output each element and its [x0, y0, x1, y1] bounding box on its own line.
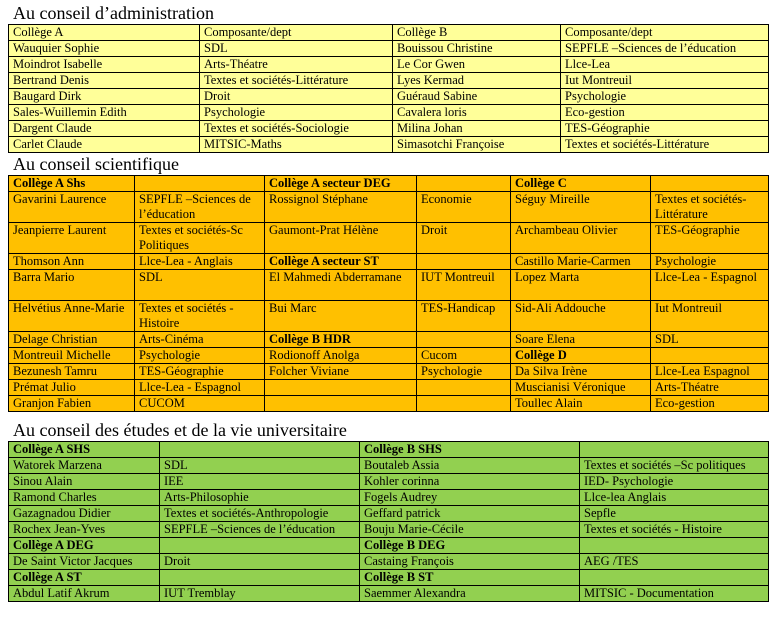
table-cell: Cavalera loris — [393, 105, 561, 121]
table-cell: Lopez Marta — [511, 270, 651, 301]
table-row — [9, 474, 769, 490]
table-row — [9, 223, 769, 254]
table-cell: AEG /TES — [580, 554, 769, 570]
table-cell: IED- Psychologie — [580, 474, 769, 490]
table-cell: Collège D — [511, 348, 651, 364]
table-cell: Simasotchi Françoise — [393, 137, 561, 153]
table-cell — [580, 538, 769, 554]
table-cell: Arts-Cinéma — [135, 332, 265, 348]
table-cell: SEPFLE –Sciences de l’éducation — [160, 522, 360, 538]
table-cell: Arts-Philosophie — [160, 490, 360, 506]
table-cell: Rossignol Stéphane — [265, 192, 417, 223]
table-cell: SDL — [200, 41, 393, 57]
table-cell: Montreuil Michelle — [9, 348, 135, 364]
table-row — [9, 73, 769, 89]
table-row — [9, 506, 769, 522]
table-cell: Gavarini Laurence — [9, 192, 135, 223]
table-row — [9, 89, 769, 105]
table-cell — [651, 176, 769, 192]
table-row — [9, 458, 769, 474]
table-cell: Collège B HDR — [265, 332, 417, 348]
table-cell: Textes et sociétés-Anthropologie — [160, 506, 360, 522]
table-cell: Castaing François — [360, 554, 580, 570]
table-row — [9, 380, 769, 396]
table-cell — [580, 570, 769, 586]
table-cell: SDL — [651, 332, 769, 348]
section-title-etudes: Au conseil des études et de la vie universitaire — [13, 420, 347, 440]
table-cell: Séguy Mireille — [511, 192, 651, 223]
table-cell: Milina Johan — [393, 121, 561, 137]
table-cell: Helvétius Anne-Marie — [9, 301, 135, 332]
table-cell: Sepfle — [580, 506, 769, 522]
table-cell: TES-Géographie — [561, 121, 769, 137]
table-cell: Textes et sociétés-Littérature — [651, 192, 769, 223]
table-cell: Droit — [200, 89, 393, 105]
table-cell — [417, 176, 511, 192]
table-cell — [135, 176, 265, 192]
table-cell: Psychologie — [200, 105, 393, 121]
table-cell: Guéraud Sabine — [393, 89, 561, 105]
table-cell: Toullec Alain — [511, 396, 651, 412]
table-cell — [265, 380, 417, 396]
table-cell: Granjon Fabien — [9, 396, 135, 412]
table-cell: Bui Marc — [265, 301, 417, 332]
table-cell: Barra Mario — [9, 270, 135, 301]
table-cell: Watorek Marzena — [9, 458, 160, 474]
table-cell: Psychologie — [561, 89, 769, 105]
table-cell: Llce-lea Anglais — [580, 490, 769, 506]
table-cell: Soare Elena — [511, 332, 651, 348]
table-cell — [265, 396, 417, 412]
table-row — [9, 348, 769, 364]
table-cell — [417, 332, 511, 348]
table-cell: Boutaleb Assia — [360, 458, 580, 474]
table-cell: Psychologie — [417, 364, 511, 380]
table-cell: Gaumont-Prat Hélène — [265, 223, 417, 254]
table-cell: MITSIC-Maths — [200, 137, 393, 153]
table-cell: Rodionoff Anolga — [265, 348, 417, 364]
table-row — [9, 364, 769, 380]
table-cell: Collège C — [511, 176, 651, 192]
table-row — [9, 570, 769, 586]
table-cell: Collège A DEG — [9, 538, 160, 554]
table-row — [9, 25, 769, 41]
table-cell: Baugard Dirk — [9, 89, 200, 105]
admin-table — [8, 24, 769, 153]
table-cell: Droit — [417, 223, 511, 254]
table-cell — [160, 570, 360, 586]
table-row — [9, 490, 769, 506]
table-row — [9, 105, 769, 121]
table-cell: Fogels Audrey — [360, 490, 580, 506]
table-cell: Moindrot Isabelle — [9, 57, 200, 73]
table-row — [9, 332, 769, 348]
table-cell: IUT Tremblay — [160, 586, 360, 602]
table-cell: Iut Montreuil — [561, 73, 769, 89]
section-title-administration: Au conseil d’administration — [13, 3, 214, 23]
table-cell: Rochex Jean-Yves — [9, 522, 160, 538]
table-cell: Collège A — [9, 25, 200, 41]
table-row — [9, 554, 769, 570]
table-cell: Textes et sociétés-Sociologie — [200, 121, 393, 137]
table-cell: SDL — [160, 458, 360, 474]
table-cell: Thomson Ann — [9, 254, 135, 270]
table-cell: Collège A Shs — [9, 176, 135, 192]
table-cell: Collège A secteur DEG — [265, 176, 417, 192]
table-cell: Jeanpierre Laurent — [9, 223, 135, 254]
table-cell: Psychologie — [135, 348, 265, 364]
table-row — [9, 522, 769, 538]
table-row — [9, 442, 769, 458]
table-cell: Sinou Alain — [9, 474, 160, 490]
table-cell: Collège B ST — [360, 570, 580, 586]
table-row — [9, 121, 769, 137]
table-cell: TES-Géographie — [135, 364, 265, 380]
table-cell: Abdul Latif Akrum — [9, 586, 160, 602]
table-cell — [160, 442, 360, 458]
table-cell: Prémat Julio — [9, 380, 135, 396]
table-cell: Textes et sociétés - Histoire — [135, 301, 265, 332]
table-cell: Collège A SHS — [9, 442, 160, 458]
table-cell: Archambeau Olivier — [511, 223, 651, 254]
table-cell: Gazagnadou Didier — [9, 506, 160, 522]
etudes-table — [8, 441, 769, 602]
table-cell — [651, 348, 769, 364]
table-cell: Llce-Lea - Espagnol — [135, 380, 265, 396]
table-cell: Saemmer Alexandra — [360, 586, 580, 602]
table-cell: Textes et sociétés –Sc politiques — [580, 458, 769, 474]
table-row — [9, 41, 769, 57]
table-cell: Textes et sociétés - Histoire — [580, 522, 769, 538]
table-cell: Lyes Kermad — [393, 73, 561, 89]
table-row — [9, 254, 769, 270]
table-cell: Collège A ST — [9, 570, 160, 586]
table-cell — [160, 538, 360, 554]
table-cell: Droit — [160, 554, 360, 570]
table-cell: Muscianisi Véronique — [511, 380, 651, 396]
table-cell: Folcher Viviane — [265, 364, 417, 380]
table-cell: Castillo Marie-Carmen — [511, 254, 651, 270]
table-row — [9, 57, 769, 73]
table-row — [9, 192, 769, 223]
table-cell: Sales-Wuillemin Edith — [9, 105, 200, 121]
table-cell: IUT Montreuil — [417, 270, 511, 301]
scientifique-table — [8, 175, 769, 412]
table-cell — [417, 380, 511, 396]
table-cell: Bouissou Christine — [393, 41, 561, 57]
table-cell: Composante/dept — [200, 25, 393, 41]
table-row — [9, 270, 769, 301]
table-row — [9, 396, 769, 412]
table-row — [9, 176, 769, 192]
table-cell — [417, 396, 511, 412]
table-cell — [580, 442, 769, 458]
table-cell: Psychologie — [651, 254, 769, 270]
table-cell: Kohler corinna — [360, 474, 580, 490]
table-cell: Arts-Théatre — [651, 380, 769, 396]
table-cell: Llce-Lea Espagnol — [651, 364, 769, 380]
table-row — [9, 301, 769, 332]
table-cell: Arts-Théatre — [200, 57, 393, 73]
table-cell: Ramond Charles — [9, 490, 160, 506]
table-cell: Textes et sociétés-Sc Politiques — [135, 223, 265, 254]
table-cell: MITSIC - Documentation — [580, 586, 769, 602]
table-cell: Collège A secteur ST — [265, 254, 417, 270]
table-cell: Geffard patrick — [360, 506, 580, 522]
table-cell: CUCOM — [135, 396, 265, 412]
table-cell: Collège B SHS — [360, 442, 580, 458]
table-cell: Composante/dept — [561, 25, 769, 41]
table-cell: Eco-gestion — [561, 105, 769, 121]
table-row — [9, 586, 769, 602]
table-cell: Bezunesh Tamru — [9, 364, 135, 380]
table-cell: Delage Christian — [9, 332, 135, 348]
table-cell: Bertrand Denis — [9, 73, 200, 89]
table-cell: Llce-Lea - Anglais — [135, 254, 265, 270]
table-cell: Dargent Claude — [9, 121, 200, 137]
table-cell: Le Cor Gwen — [393, 57, 561, 73]
table-cell: Eco-gestion — [651, 396, 769, 412]
table-cell: Economie — [417, 192, 511, 223]
table-cell: Carlet Claude — [9, 137, 200, 153]
table-cell: El Mahmedi Abderramane — [265, 270, 417, 301]
table-cell: SEPFLE –Sciences de l’éducation — [135, 192, 265, 223]
table-cell: Sid-Ali Addouche — [511, 301, 651, 332]
table-cell: SEPFLE –Sciences de l’éducation — [561, 41, 769, 57]
table-cell: Iut Montreuil — [651, 301, 769, 332]
table-cell — [417, 254, 511, 270]
table-cell: TES-Géographie — [651, 223, 769, 254]
table-cell: Collège B DEG — [360, 538, 580, 554]
table-cell: Wauquier Sophie — [9, 41, 200, 57]
table-cell: Llce-Lea — [561, 57, 769, 73]
table-cell: Bouju Marie-Cécile — [360, 522, 580, 538]
table-cell: Da Silva Irène — [511, 364, 651, 380]
table-cell: Collège B — [393, 25, 561, 41]
table-cell: De Saint Victor Jacques — [9, 554, 160, 570]
section-title-scientifique: Au conseil scientifique — [13, 154, 179, 174]
table-row — [9, 538, 769, 554]
table-cell: Llce-Lea - Espagnol — [651, 270, 769, 301]
table-cell: TES-Handicap — [417, 301, 511, 332]
table-row — [9, 137, 769, 153]
table-cell: Textes et sociétés-Littérature — [561, 137, 769, 153]
table-cell: SDL — [135, 270, 265, 301]
table-cell: Textes et sociétés-Littérature — [200, 73, 393, 89]
table-cell: Cucom — [417, 348, 511, 364]
table-cell: IEE — [160, 474, 360, 490]
